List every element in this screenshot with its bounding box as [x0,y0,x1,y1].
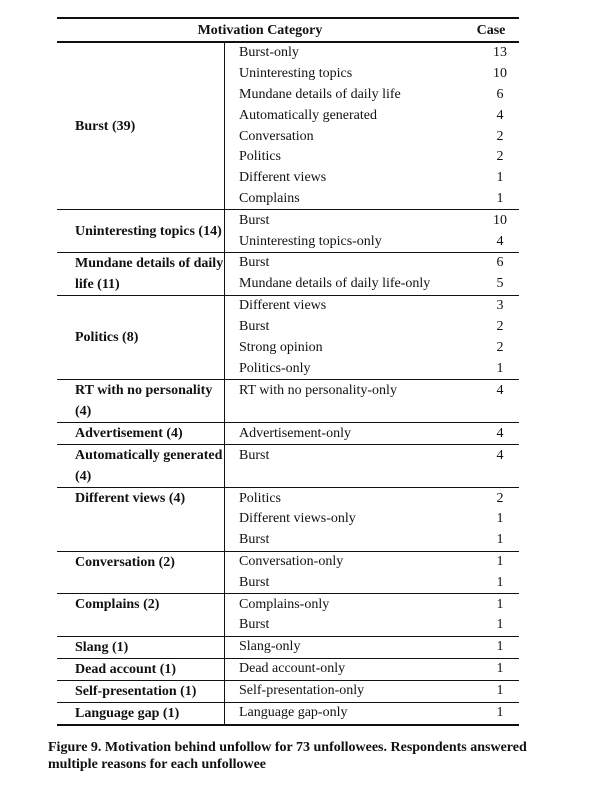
table-row [225,572,519,593]
case-cell: 6 [496,86,504,102]
category-name: Self-presentation (1) [57,681,225,702]
case-cell: 1 [496,705,504,721]
reason-cell: Language gap-only [239,705,348,721]
reason-cell: Complains-only [239,596,330,612]
table-row [225,681,519,702]
reason-cell: Uninteresting topics-only [239,233,382,249]
table-row [225,126,519,147]
category-group [57,210,519,253]
table-row [225,296,519,317]
category-rows [225,445,519,487]
table-row [225,231,519,252]
category-name: Burst (39) [57,43,225,209]
category-group [57,659,519,681]
case-cell: 4 [496,107,504,123]
category-rows [225,552,519,594]
category-rows [225,253,519,295]
category-name: Different views (4) [57,488,225,550]
table-header [57,19,519,43]
category-name: Complains (2) [57,594,225,636]
table-row [225,253,519,274]
case-cell: 1 [496,617,504,633]
table-row [225,168,519,189]
category-name: Mundane details of daily life (11) [57,253,225,295]
case-cell: 2 [496,319,504,335]
reason-cell: Strong opinion [239,339,323,355]
case-cell: 10 [493,212,507,228]
case-cell: 1 [496,553,504,569]
reason-cell: Burst [239,212,270,228]
table-row [225,703,519,724]
case-cell: 1 [496,596,504,612]
case-cell: 13 [493,45,507,61]
table-row [225,488,519,509]
reason-cell: Burst [239,574,270,590]
table-row [225,358,519,379]
case-cell: 2 [496,490,504,506]
category-rows [225,423,519,444]
reason-cell: Politics [239,490,282,506]
case-cell: 4 [496,382,504,398]
category-group [57,423,519,445]
table-row [225,64,519,85]
table-row [225,530,519,551]
case-cell: 3 [496,298,504,314]
reason-cell: Conversation [239,128,314,144]
table-body [57,43,519,726]
reason-cell: Burst-only [239,45,299,61]
case-cell: 4 [496,233,504,249]
figure-caption: Figure 9. Motivation behind unfollow for 73 unfollowees. Respondents answered multiple reasons for each unfollowee [48,740,527,772]
category-name: Language gap (1) [57,703,225,724]
category-name: Dead account (1) [57,659,225,680]
table-row [225,594,519,615]
case-cell: 6 [496,255,504,271]
table-row [225,274,519,295]
reason-cell: Different views [239,170,327,186]
category-group [57,488,519,551]
reason-cell: Burst [239,617,270,633]
table-row [225,509,519,530]
reason-cell: Slang-only [239,639,301,655]
case-cell: 1 [496,683,504,699]
table-row [225,659,519,680]
reason-cell: Politics-only [239,360,311,376]
category-name: Automatically generated (4) [57,445,225,487]
table-row [225,85,519,106]
reason-cell: Self-presentation-only [239,683,365,699]
category-group [57,703,519,726]
case-cell: 2 [496,339,504,355]
category-name: Slang (1) [57,637,225,658]
reason-cell: Mundane details of daily life-only [239,276,431,292]
category-rows [225,380,519,422]
reason-cell: Burst [239,532,270,548]
category-group [57,594,519,637]
case-cell: 1 [496,661,504,677]
table-row [225,552,519,573]
case-cell: 1 [496,511,504,527]
case-cell: 1 [496,360,504,376]
category-rows [225,703,519,724]
case-cell: 4 [496,447,504,463]
category-rows [225,296,519,379]
category-rows [225,637,519,658]
category-name: RT with no personality (4) [57,380,225,422]
category-name: Conversation (2) [57,552,225,594]
reason-cell: Advertisement-only [239,425,351,441]
table-row [225,43,519,64]
case-cell: 1 [496,532,504,548]
table-row [225,189,519,210]
category-group [57,380,519,423]
case-cell: 1 [496,190,504,206]
category-group [57,296,519,380]
reason-cell: RT with no personality-only [239,382,397,398]
table-row [225,338,519,359]
category-group [57,445,519,488]
category-group [57,43,519,210]
category-rows [225,659,519,680]
category-group [57,681,519,703]
case-cell: 1 [496,574,504,590]
case-cell: 2 [496,128,504,144]
category-name: Uninteresting topics (14) [57,210,225,252]
reason-cell: Different views-only [239,511,356,527]
category-rows [225,210,519,252]
case-cell: 10 [493,66,507,82]
case-cell: 1 [496,170,504,186]
case-cell: 1 [496,639,504,655]
table-row [225,445,519,466]
reason-cell: Complains [239,190,300,206]
category-name: Politics (8) [57,296,225,379]
category-rows [225,681,519,702]
category-name: Advertisement (4) [57,423,225,444]
table-row [225,380,519,401]
case-cell: 2 [496,149,504,165]
reason-cell: Burst [239,319,270,335]
case-cell: 5 [496,276,504,292]
table-row [225,401,519,422]
reason-cell: Uninteresting topics [239,66,353,82]
category-group [57,637,519,659]
category-rows [225,488,519,550]
table-row [225,147,519,168]
reason-cell: Automatically generated [239,107,377,123]
table-row [225,637,519,658]
reason-cell: Conversation-only [239,553,344,569]
category-rows [225,594,519,636]
reason-cell: Mundane details of daily life [239,86,401,102]
table-row [225,423,519,444]
motivation-table [57,17,519,726]
table-row [225,317,519,338]
category-group [57,253,519,296]
reason-cell: Dead account-only [239,661,346,677]
reason-cell: Politics [239,149,282,165]
header-case: Case [476,23,506,38]
reason-cell: Burst [239,447,270,463]
category-rows [225,43,519,209]
table-row [225,615,519,636]
table-row [225,466,519,487]
category-group [57,552,519,595]
table-row [225,210,519,231]
header-motivation-category: Motivation Category [197,23,323,38]
reason-cell: Burst [239,255,270,271]
case-cell: 4 [496,425,504,441]
reason-cell: Different views [239,298,327,314]
table-row [225,105,519,126]
